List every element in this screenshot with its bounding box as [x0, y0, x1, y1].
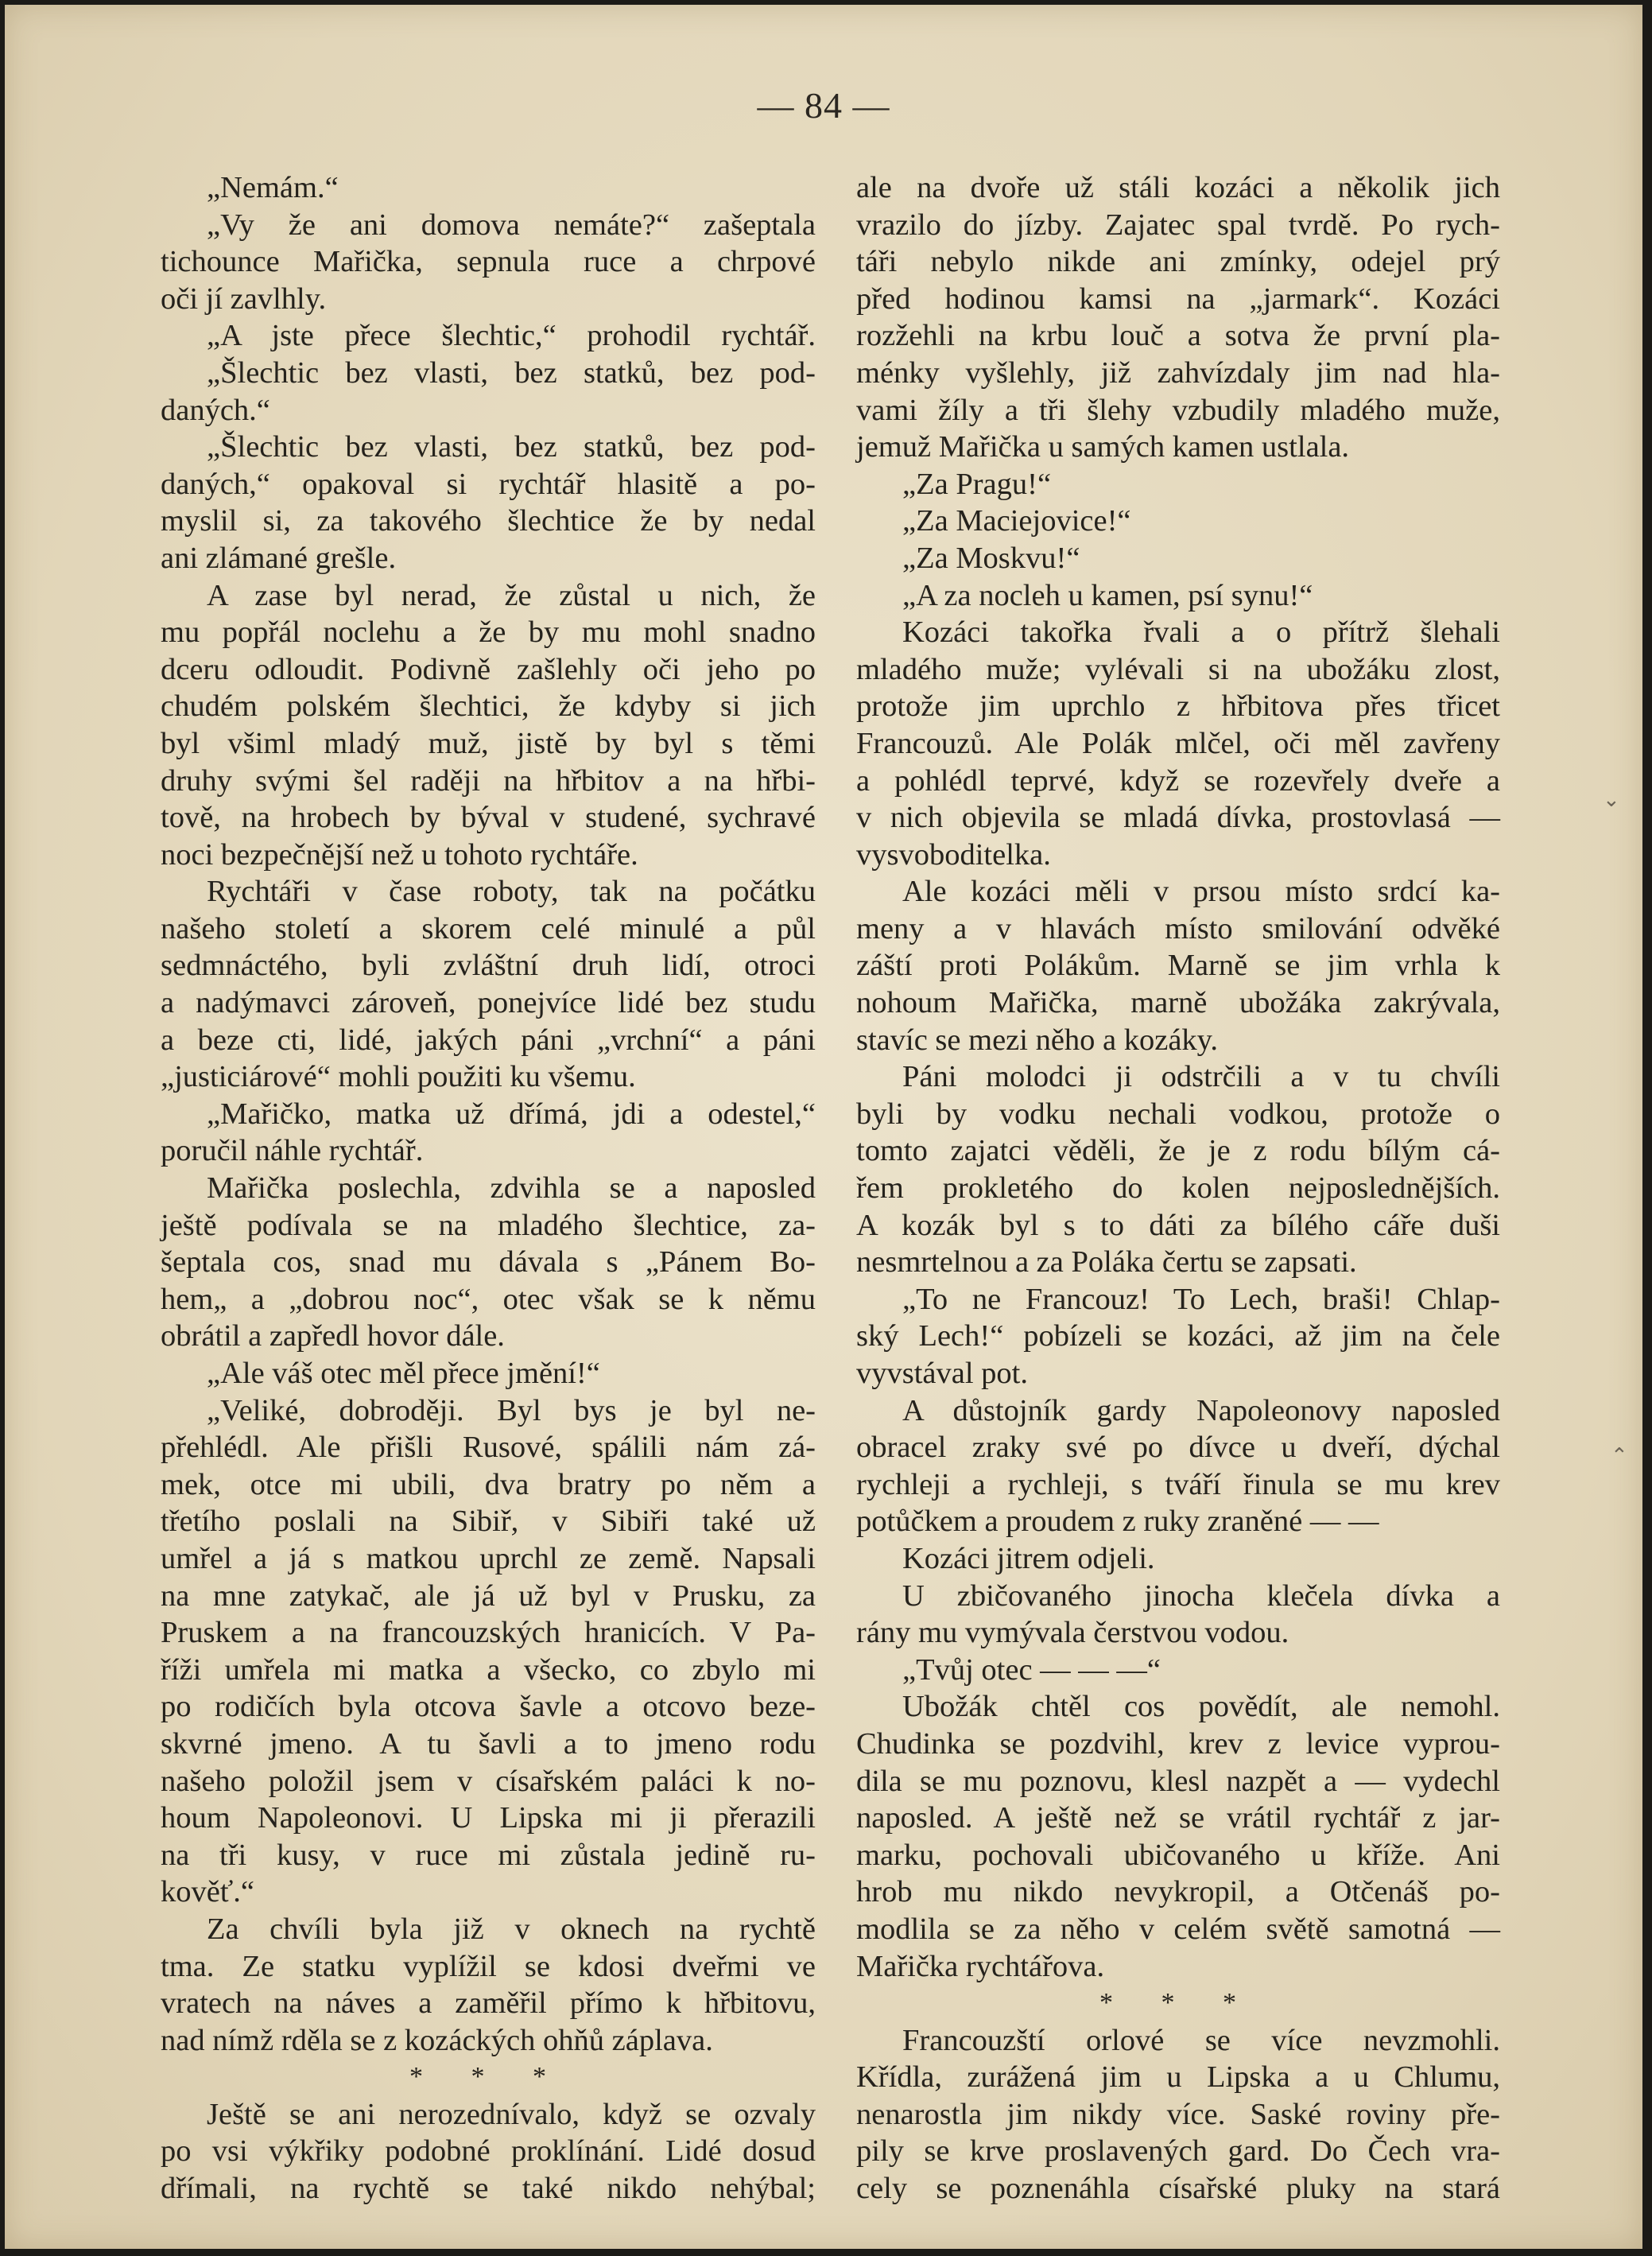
text-line: „Mařičko, matka už dřímá, jdi a odestel,“ [207, 1097, 816, 1131]
text-line: „Za Maciejovice!“ [902, 504, 1131, 538]
text-line: ani zlámané grešle. [161, 541, 397, 575]
text-line: „Šlechtic bez vlasti, bez statků, bez pod- [207, 355, 816, 390]
text-line: U zbičovaného jinocha klečela dívka a [902, 1578, 1500, 1613]
text-line: rozžehli na krbu louč a sotva že první pla- [856, 319, 1500, 353]
text-line: modlila se za něho v celém světě samotná — [856, 1912, 1500, 1946]
text-line: chudém polském šlechtici, že kdyby si jich [161, 689, 816, 724]
text-line: Chudinka se pozdvihl, krev z levice vyprou- [856, 1726, 1500, 1761]
text-line: skvrné jmeno. A tu šavli a to jmeno rodu [161, 1726, 816, 1761]
text-line: dila se mu poznovu, klesl nazpět a — vydechl [856, 1764, 1500, 1798]
text-line: potůčkem a proudem z ruky zraněné — — [856, 1505, 1379, 1539]
text-line: Křídla, zurážená jim u Lipska a u Chlumu, [856, 2060, 1500, 2095]
text-line: byl všiml mladý muž, jistě by byl s těmi [161, 726, 816, 760]
text-line: říži umřela mi matka a všecko, co zbylo mi [161, 1652, 816, 1687]
text-line: „justiciárové“ mohli použiti ku všemu. [161, 1060, 636, 1094]
text-line: mladého muže; vylévali si na ubožáku zlost, [856, 652, 1500, 686]
text-line: noci bezpečnější než u tohoto rychtáře. [161, 837, 638, 872]
text-line: ještě podívala se na mladého šlechtice, za- [161, 1208, 816, 1242]
page-number: — 84 — [757, 85, 890, 126]
text-line: „To ne Francouz! To Lech, braši! Chlap- [902, 1282, 1500, 1316]
text-line: „A jste přece šlechtic,“ prohodil rychtář. [207, 319, 816, 353]
book-page [5, 5, 1642, 2249]
text-line: šeptala cos, snad mu dávala s „Pánem Bo- [161, 1245, 816, 1279]
text-line: „Za Moskvu!“ [902, 541, 1080, 575]
text-line: poručil náhle rychtář. [161, 1134, 424, 1168]
text-line: vrazilo do jízby. Zajatec spal tvrdě. Po rych- [856, 208, 1500, 242]
text-line: hem„ a „dobrou noc“, otec však se k němu [161, 1282, 816, 1316]
text-line: tově, na hrobech by býval v studené, sychravé [161, 801, 816, 835]
text-line: na mne zatykač, ale já už byl v Prusku, za [161, 1578, 816, 1613]
left-text-column [161, 169, 816, 2207]
text-line: před hodinou kamsi na „jarmark“. Kozáci [856, 282, 1500, 316]
text-line: táři nebylo nikde ani zmínky, odejel prý [856, 245, 1500, 279]
text-line: A zase byl nerad, že zůstal u nich, že [207, 578, 816, 612]
text-line: nesmrtelnou a za Poláka čertu se zapsati. [856, 1245, 1357, 1279]
text-line: pily se krve proslavených gard. Do Čech vra- [856, 2134, 1500, 2169]
text-line: řem prokletého do kolen nejposlednějších. [856, 1171, 1500, 1206]
text-line: kověť.“ [161, 1875, 255, 1909]
text-line: byli by vodku nechali vodkou, protože o [856, 1097, 1500, 1131]
text-line: dřímali, na rychtě se také nikdo nehýbal; [161, 2172, 816, 2206]
text-line: marku, pochovali ubičovaného u kříže. Ani [856, 1838, 1500, 1872]
text-line: ale na dvoře už stáli kozáci a několik jich [856, 171, 1500, 204]
text-line: tma. Ze statku vyplížil se kdosi dveřmi ve [161, 1949, 816, 1983]
text-line: A kozák byl s to dáti za bílého cáře duši [856, 1208, 1500, 1242]
text-line: naposled. A ještě než se vrátil rychtář z jar- [856, 1801, 1500, 1835]
text-line: mu popřál noclehu a že by mu mohl snadno [161, 615, 816, 650]
text-line: „Veliké, dobroději. Byl bys je byl ne- [207, 1393, 816, 1427]
text-line: ský Lech!“ pobízeli se kozáci, až jim na čele [856, 1319, 1500, 1353]
section-separator: * * * [409, 2062, 567, 2092]
text-line: Za chvíli byla již v oknech na rychtě [207, 1912, 816, 1946]
text-line: dceru odloudit. Podivně zašlehly oči jeho po [161, 652, 816, 686]
right-text-column [856, 169, 1500, 2207]
text-line: třetího poslali na Sibiř, v Sibiři také už [161, 1505, 816, 1539]
text-line: stavíc se mezi něho a kozáky. [856, 1023, 1219, 1057]
text-line: nohoum Mařička, marně ubožáka zakrývala, [856, 986, 1500, 1020]
text-line: houm Napoleonovi. U Lipska mi ji přerazili [161, 1801, 816, 1835]
text-line: vami žíly a tři šlehy vzbudily mladého muže, [856, 393, 1500, 427]
text-line: rány mu vymývala čerstvou vodou. [856, 1616, 1289, 1650]
text-line: přehlédl. Ale přišli Rusové, spálili nám zá- [161, 1431, 816, 1465]
text-line: našeho století a skorem celé minulé a půl [161, 911, 816, 946]
text-line: vysvoboditelka. [856, 837, 1051, 872]
text-line: daných,“ opakoval si rychtář hlasitě a po- [161, 467, 816, 501]
text-line: obrátil a zapředl hovor dále. [161, 1319, 505, 1353]
margin-mark: ⌃ [1611, 1444, 1628, 1468]
text-line: obracel zraky své po dívce u dveří, dýchal [856, 1431, 1500, 1465]
text-line: Mařička rychtářova. [856, 1949, 1105, 1983]
text-line: na tři kusy, v ruce mi zůstala jedině ru- [161, 1838, 816, 1872]
margin-mark: ⌄ [1603, 788, 1620, 812]
text-line: Francouzští orlové se více nevzmohli. [902, 2023, 1500, 2057]
text-line: „Šlechtic bez vlasti, bez statků, bez pod- [207, 430, 816, 464]
text-line: tomto zajatci věděli, že je z rodu bílým cá- [856, 1134, 1500, 1168]
text-line: tichounce Mařička, sepnula ruce a chrpové [161, 245, 816, 279]
text-line: „Tvůj otec — — —“ [902, 1652, 1161, 1687]
text-line: po rodičích byla otcova šavle a otcovo beze- [161, 1690, 816, 1724]
text-line: jemuž Mařička u samých kamen ustlala. [856, 430, 1350, 464]
text-line: „Ale váš otec měl přece jmění!“ [207, 1357, 600, 1390]
text-line: daných.“ [161, 393, 270, 427]
text-line: meny a v hlavách místo smilování odvěké [856, 911, 1500, 946]
text-line: vyvstával pot. [856, 1357, 1028, 1390]
text-line: vratech na náves a zaměřil přímo k hřbitovu, [161, 1986, 816, 2021]
text-line: umřel a já s matkou uprchl ze země. Napsali [161, 1541, 816, 1575]
text-line: a beze cti, lidé, jakých páni „vrchní“ a páni [161, 1023, 816, 1057]
text-line: A důstojník gardy Napoleonovy naposled [902, 1393, 1500, 1427]
text-line: Francouzů. Ale Polák mlčel, oči měl zavřeny [856, 726, 1500, 760]
section-separator: * * * [1099, 1988, 1257, 2018]
text-line: „Za Pragu!“ [902, 467, 1052, 501]
text-line: sedmnáctého, byli zvláštní druh lidí, otroci [161, 949, 816, 983]
text-line: Páni molodci ji odstrčili a v tu chvíli [902, 1060, 1500, 1094]
text-line: nenarostla jim nikdy více. Saské roviny pře- [856, 2097, 1500, 2131]
text-line: našeho položil jsem v císařském paláci k no- [161, 1764, 816, 1798]
text-line: nad nímž rděla se z kozáckých ohňů záplava. [161, 2023, 713, 2057]
text-line: mek, otce mi ubili, dva bratry po něm a [161, 1467, 816, 1501]
text-line: oči jí zavlhly. [161, 282, 327, 316]
text-line: a nadýmavci zároveň, ponejvíce lidé bez studu [161, 986, 816, 1020]
text-line: „Vy že ani domova nemáte?“ zašeptala [207, 208, 816, 242]
text-line: Kozáci jitrem odjeli. [902, 1541, 1155, 1575]
text-line: druhy svými šel raději na hřbitov a na hřbi- [161, 763, 816, 798]
text-line: po vsi výkřiky podobné proklínání. Lidé dosud [161, 2134, 816, 2169]
text-line: Mařička poslechla, zdvihla se a naposled [207, 1171, 816, 1206]
text-line: protože jim uprchlo z hřbitova přes třicet [856, 689, 1500, 724]
text-line: ménky vyšlehly, již zahvízdaly jim nad hla- [856, 355, 1500, 390]
text-line: záští proti Polákům. Marně se jim vrhla k [856, 949, 1500, 983]
text-line: a pohlédl teprvé, když se rozevřely dveře a [856, 763, 1500, 798]
text-line: rychleji a rychleji, s tváří řinula se mu krev [856, 1467, 1500, 1501]
text-line: Rychtáři v čase roboty, tak na počátku [207, 875, 816, 909]
text-line: v nich objevila se mladá dívka, prostovlasá — [856, 801, 1500, 835]
text-line: „A za nocleh u kamen, psí synu!“ [902, 578, 1313, 612]
text-line: Ale kozáci měli v prsou místo srdcí ka- [902, 875, 1500, 909]
text-line: Ještě se ani nerozednívalo, když se ozvaly [207, 2097, 816, 2131]
text-line: Pruskem a na francouzských hranicích. V Pa- [161, 1616, 816, 1650]
text-line: myslil si, za takového šlechtice že by nedal [161, 504, 816, 538]
text-line: hrob mu nikdo nevykropil, a Otčenáš po- [856, 1875, 1500, 1909]
text-line: Kozáci takořka řvali a o přítrž šlehali [902, 615, 1500, 650]
text-line: „Nemám.“ [207, 171, 339, 204]
text-line: Ubožák chtěl cos povědít, ale nemohl. [902, 1690, 1500, 1724]
text-line: cely se poznenáhla císařské pluky na stará [856, 2172, 1500, 2206]
